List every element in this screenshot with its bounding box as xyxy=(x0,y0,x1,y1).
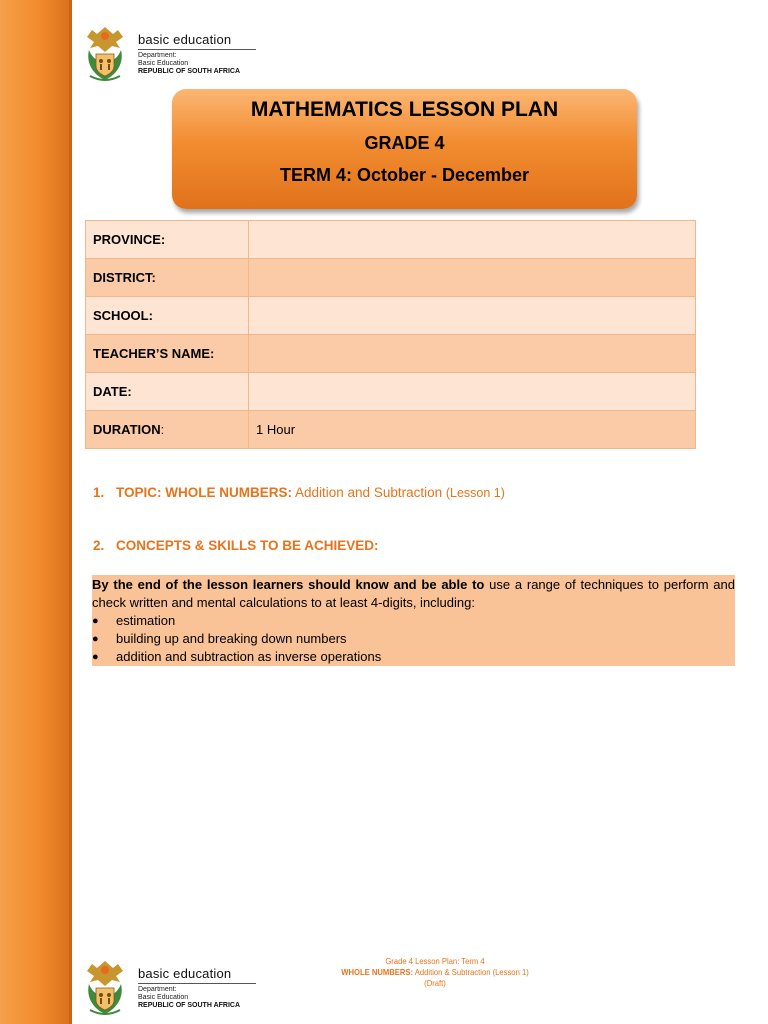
topic-text: Addition and Subtraction xyxy=(292,485,446,500)
footer-line3: (Draft) xyxy=(424,978,446,988)
teacher-label: TEACHER’S NAME: xyxy=(86,335,249,373)
province-value[interactable] xyxy=(249,221,696,259)
section-concepts-heading xyxy=(93,538,379,553)
district-label: DISTRICT: xyxy=(86,259,249,297)
document-title: MATHEMATICS LESSON PLAN xyxy=(250,98,559,121)
logo-dept-line1: Department: xyxy=(138,986,177,993)
lesson-info-table xyxy=(85,220,696,449)
coat-of-arms-icon xyxy=(84,24,126,82)
duration-label: DURATION xyxy=(93,422,161,437)
logo-dept-line2: Basic Education xyxy=(138,60,189,67)
grade-label: GRADE 4 xyxy=(364,133,445,153)
coat-of-arms-icon xyxy=(84,958,126,1016)
bullet-icon: ● xyxy=(92,651,99,663)
bullet-icon: ● xyxy=(92,615,99,627)
duration-label-cell xyxy=(86,411,249,449)
school-row xyxy=(86,297,696,335)
concepts-block xyxy=(92,575,735,666)
concepts-intro-bold: By the end of the lesson learners should know and be able to xyxy=(92,577,485,592)
teacher-row xyxy=(86,335,696,373)
bullet-icon: ● xyxy=(92,633,99,645)
logo-dept-line1: Department: xyxy=(138,52,177,59)
logo-brand-text: basic education xyxy=(138,32,232,47)
province-row xyxy=(86,221,696,259)
logo-country: REPUBLIC OF SOUTH AFRICA xyxy=(138,1002,241,1009)
province-label: PROVINCE: xyxy=(86,221,249,259)
footer-line2-bold: WHOLE NUMBERS: xyxy=(341,967,414,977)
logo-divider xyxy=(138,983,256,984)
teacher-value[interactable] xyxy=(249,335,696,373)
concept-item-text: estimation xyxy=(116,613,176,628)
footer-line1: Grade 4 Lesson Plan: Term 4 xyxy=(385,956,485,966)
side-bar-edge xyxy=(69,0,72,1024)
concept-item-text: building up and breaking down numbers xyxy=(116,631,347,646)
title-banner xyxy=(172,89,637,209)
school-value[interactable] xyxy=(249,297,696,335)
concepts-intro-rest: use a range of techniques to perform and check written and mental calculations to at least 4-digits, including: xyxy=(92,577,735,610)
list-item xyxy=(92,648,735,666)
topic-prefix: TOPIC: WHOLE NUMBERS: xyxy=(116,485,292,500)
footer-line2 xyxy=(314,967,557,978)
duration-row xyxy=(86,411,696,449)
duration-label-colon: : xyxy=(160,422,165,437)
logo-country: REPUBLIC OF SOUTH AFRICA xyxy=(138,68,241,75)
date-label: DATE: xyxy=(86,373,249,411)
duration-value[interactable]: 1 Hour xyxy=(249,411,696,449)
district-value[interactable] xyxy=(249,259,696,297)
header-logo xyxy=(84,24,256,82)
side-decoration-bar xyxy=(0,0,72,1024)
topic-lesson: (Lesson 1) xyxy=(445,486,505,500)
footer-caption xyxy=(314,956,557,989)
section-2-number: 2. xyxy=(93,538,105,553)
logo-brand-text: basic education xyxy=(138,966,232,981)
section-topic-heading xyxy=(93,485,505,500)
section-1-number: 1. xyxy=(93,485,105,500)
school-label: SCHOOL: xyxy=(86,297,249,335)
concepts-list xyxy=(92,612,735,666)
logo-dept-line2: Basic Education xyxy=(138,994,189,1001)
list-item xyxy=(92,612,735,630)
concepts-heading-text: CONCEPTS & SKILLS TO BE ACHIEVED: xyxy=(116,538,379,553)
footer-line2-rest: Addition & Subtraction (Lesson 1) xyxy=(413,967,529,977)
concepts-intro xyxy=(92,576,735,612)
term-label: TERM 4: October - December xyxy=(279,165,530,185)
date-value[interactable] xyxy=(249,373,696,411)
footer-logo xyxy=(84,958,256,1016)
list-item xyxy=(92,630,735,648)
logo-divider xyxy=(138,49,256,50)
date-row xyxy=(86,373,696,411)
concept-item-text: addition and subtraction as inverse operations xyxy=(116,649,382,664)
district-row xyxy=(86,259,696,297)
